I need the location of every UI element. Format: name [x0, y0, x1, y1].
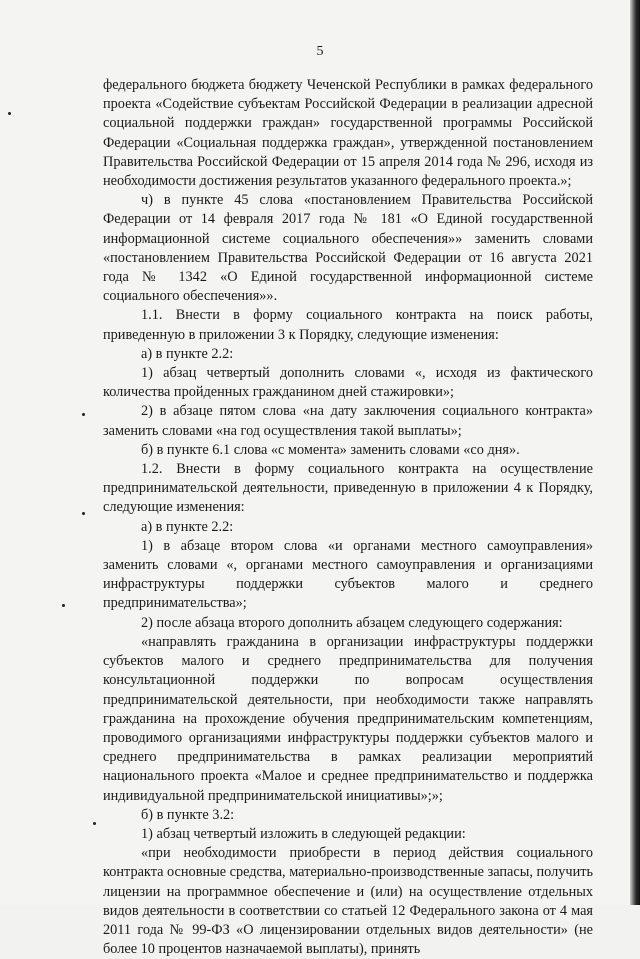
paragraph: б) в пункте 3.2: — [141, 806, 235, 823]
paragraph: 2) после абзаца второго дополнить абзацем следующего содержания: — [141, 614, 563, 631]
scan-speck — [82, 413, 85, 416]
scan-speck — [8, 112, 11, 115]
page-number: 5 — [316, 44, 324, 59]
scan-speck — [82, 512, 85, 515]
body-text — [103, 76, 593, 959]
paragraph: 1.1. Внести в форму социального контракта на поиск работы, приведенную в приложении 3 к Порядку, следующие изменения: — [103, 307, 593, 343]
paragraph: 1) абзац четвертый изложить в следующей редакции: — [141, 825, 466, 842]
paragraph: 1) абзац четвертый дополнить словами «, исходя из фактического количества пройденных гражданином дней стажировки»; — [103, 365, 593, 401]
paragraph: б) в пункте 6.1 слова «с момента» заменить словами «со дня». — [141, 441, 520, 458]
paragraph: федерального бюджета бюджету Чеченской Республики в рамках федерального проекта «Содействие субъектам Российской Федерации в реализации адресной социальной поддержки граждан» государственной программы Российской Федерации «Социальная поддержка граждан», утвержденной постановлением Правительства Российской Федерации от 15 апреля 2014 года № 296, исходя из необходимости достижения результатов указанного федерального проекта.»; — [103, 77, 593, 190]
paragraph: 2) в абзаце пятом слова «на дату заключения социального контракта» заменить словами «на год осуществления такой выплаты»; — [103, 403, 593, 439]
paragraph: ч) в пункте 45 слова «постановлением Правительства Российской Федерации от 14 февраля 2017 года № 181 «О Единой государственной информационной системе социального обеспечения»» заменить словами «постановлением Правительства Российской Федерации от 16 августа 2021 года № 1342 «О Единой государственной информационной системе социального обеспечения»». — [103, 192, 593, 305]
paragraph: 1.2. Внести в форму социального контракта на осуществление предпринимательской деятельности, приведенную в приложении 4 к Порядку, следующие изменения: — [103, 461, 593, 516]
scan-edge-shadow — [630, 0, 640, 905]
scan-speck — [93, 822, 96, 825]
paragraph: а) в пункте 2.2: — [141, 518, 234, 535]
paragraph: 1) в абзаце втором слова «и органами местного самоуправления» заменить словами «, органами местного самоуправления и организациями инфраструктуры поддержки субъектов малого и среднего предпринимательства»; — [103, 537, 593, 612]
paragraph: а) в пункте 2.2: — [141, 345, 234, 362]
paragraph: «направлять гражданина в организации инфраструктуры поддержки субъектов малого и среднего предпринимательства для получения консультационной поддержки по вопросам осуществления предпринимательской деятельности, при необходимости также направлять гражданина на прохождение обучения предпринимательским компетенциям, проводимого организациями инфраструктуры поддержки субъектов малого и среднего предпринимательства в рамках реализации мероприятий национального проекта «Малое и среднее предпринимательство и поддержка индивидуальной предпринимательской инициативы»;»; — [103, 633, 593, 804]
paragraph: «при необходимости приобрести в период действия социального контракта основные средства, материально-производственные запасы, получить лицензии на программное обеспечение и (или) на осуществление отдельных видов деятельности в соответствии со статьей 12 Федерального закона от 4 мая 2011 года № 99-ФЗ «О лицензировании отдельных видов деятельности» (не более 10 процентов назначаемой выплаты), принять — [103, 845, 593, 958]
scan-speck — [62, 604, 65, 607]
